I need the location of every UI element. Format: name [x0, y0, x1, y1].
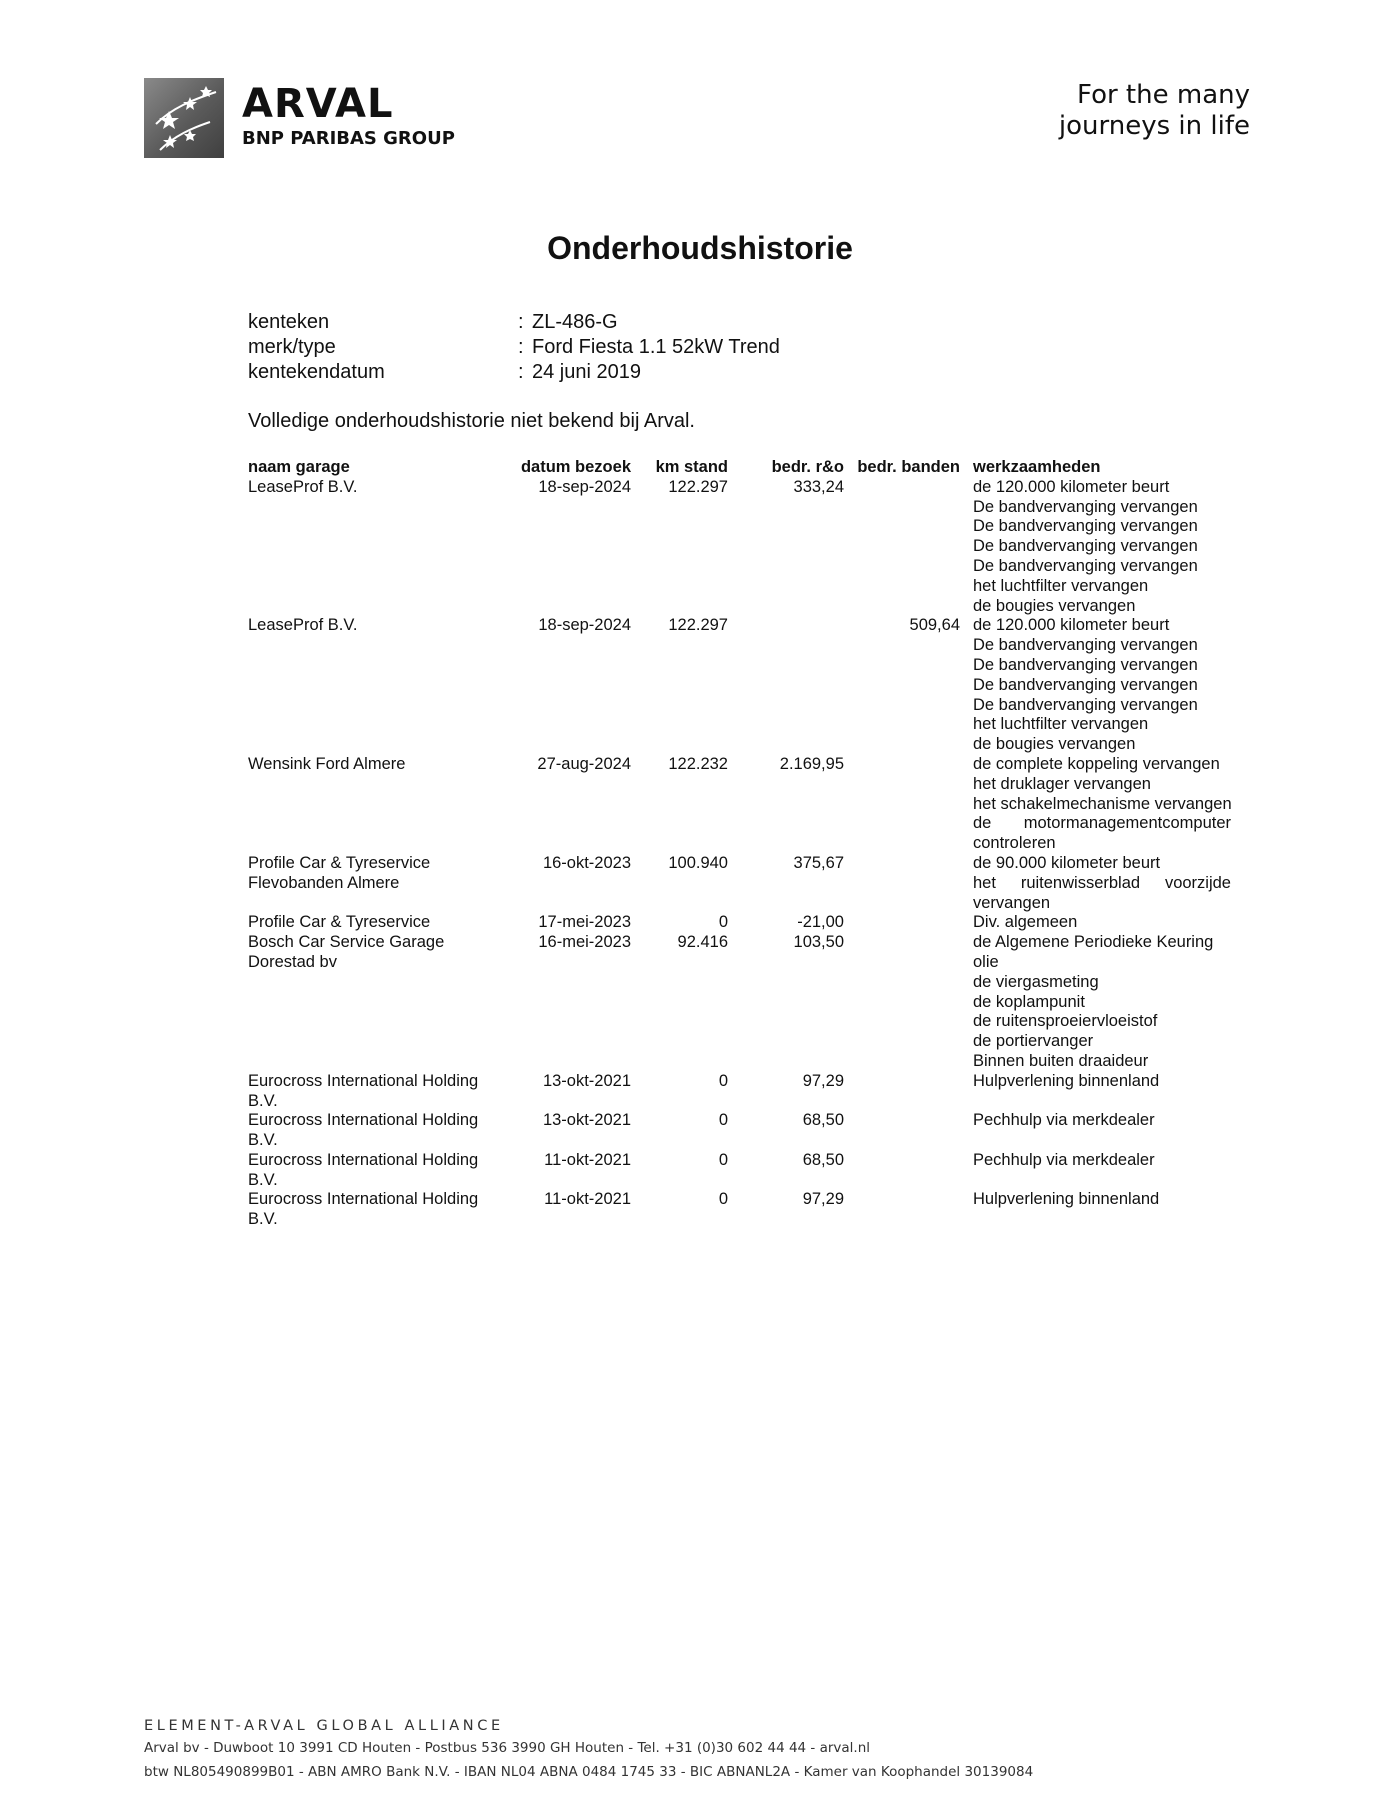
cell-ro: -21,00	[797, 913, 844, 932]
footer	[144, 1716, 1033, 1784]
werk-line: de koplampunit	[973, 992, 1085, 1011]
cell-ro: 375,67	[793, 853, 844, 872]
header-ro: bedr. r&o	[771, 458, 844, 476]
werk-line: Pechhulp via merkdealer	[973, 1111, 1155, 1130]
cell-banden	[844, 1190, 960, 1230]
werk-line: De bandvervanging vervangen	[973, 636, 1198, 655]
werk-line: Pechhulp via merkdealer	[973, 1150, 1155, 1169]
cell-datum: 17-mei-2023	[538, 913, 631, 932]
werk-line: de bougies vervangen	[973, 596, 1136, 615]
werk-line: het schakelmechanisme vervangen	[973, 794, 1232, 813]
cell-km: 0	[718, 1150, 728, 1169]
cell-werkzaamheden	[960, 616, 1245, 755]
cell-garage: Eurocross International Holding B.V.	[248, 1190, 479, 1229]
info-label: merk/type	[248, 336, 336, 358]
cell-km: 0	[718, 1111, 728, 1130]
cell-garage: Wensink Ford Almere	[248, 754, 406, 773]
cell-km: 0	[718, 913, 728, 932]
werk-line: De bandvervanging vervangen	[973, 675, 1198, 694]
werk-line: de bougies vervangen	[973, 735, 1136, 754]
info-value: 24 juni 2019	[532, 361, 641, 383]
header-banden: bedr. banden	[857, 458, 960, 476]
cell-garage: LeaseProf B.V.	[248, 477, 358, 496]
cell-datum: 11-okt-2021	[544, 1150, 631, 1169]
tagline-line-1: For the many	[1077, 80, 1250, 110]
arval-logo	[144, 78, 496, 160]
tagline	[1059, 80, 1250, 142]
werk-line: vervangen	[973, 893, 1051, 912]
werk-line: Hulpverlening binnenland	[973, 1071, 1160, 1090]
cell-ro: 103,50	[793, 933, 844, 952]
cell-werkzaamheden	[960, 913, 1245, 933]
cell-werkzaamheden	[960, 1190, 1245, 1230]
info-row-kentekendatum	[248, 360, 948, 385]
werk-line: het luchtfilter vervangen	[973, 576, 1149, 595]
table-row	[248, 854, 1258, 913]
werk-line: olie	[973, 952, 999, 971]
info-row-kenteken	[248, 310, 948, 335]
werk-line: de 120.000 kilometer beurt	[973, 616, 1170, 635]
werk-line: controleren	[973, 834, 1056, 853]
info-label: kentekendatum	[248, 361, 385, 383]
werk-line: De bandvervanging vervangen	[973, 556, 1198, 575]
cell-garage: Eurocross International Holding B.V.	[248, 1071, 479, 1110]
cell-datum: 16-mei-2023	[538, 933, 631, 952]
werk-line: de 120.000 kilometer beurt	[973, 477, 1170, 496]
cell-banden	[844, 755, 960, 854]
cell-km: 122.232	[668, 754, 728, 773]
cell-km: 122.297	[668, 616, 728, 635]
cell-garage: Eurocross International Holding B.V.	[248, 1111, 479, 1150]
footer-alliance: ELEMENT-ARVAL GLOBAL ALLIANCE	[144, 1718, 504, 1734]
cell-werkzaamheden	[960, 478, 1245, 617]
table-row	[248, 1072, 1258, 1112]
cell-werkzaamheden	[960, 755, 1245, 854]
cell-km: 122.297	[668, 477, 728, 496]
info-row-merk-type	[248, 335, 948, 360]
header-km: km stand	[655, 458, 728, 476]
header-werk: werkzaamheden	[973, 458, 1101, 476]
cell-ro: 333,24	[793, 477, 844, 496]
header-garage: naam garage	[248, 458, 350, 476]
cell-garage: LeaseProf B.V.	[248, 616, 358, 635]
werk-line: Binnen buiten draaideur	[973, 1051, 1149, 1070]
werk-line: de portiervanger	[973, 1032, 1094, 1051]
werk-line: de Algemene Periodieke Keuring	[973, 933, 1214, 952]
cell-datum: 11-okt-2021	[544, 1190, 631, 1209]
table-row	[248, 1111, 1258, 1151]
werk-line: het ruitenwisserblad voorzijde	[973, 873, 1231, 892]
cell-datum: 27-aug-2024	[537, 754, 631, 773]
werk-line: De bandvervanging vervangen	[973, 517, 1198, 536]
brand-group: BNP PARIBAS GROUP	[242, 128, 455, 149]
cell-garage: Profile Car & Tyreservice Flevobanden Almere	[248, 853, 431, 892]
cell-werkzaamheden	[960, 1151, 1245, 1191]
table-row	[248, 1190, 1258, 1230]
cell-ro	[728, 616, 844, 755]
werk-line: de viergasmeting	[973, 972, 1099, 991]
cell-garage: Eurocross International Holding B.V.	[248, 1150, 479, 1189]
info-label: kenteken	[248, 311, 330, 333]
info-value: Ford Fiesta 1.1 52kW Trend	[532, 336, 780, 358]
werk-line: de motormanagementcomputer	[973, 814, 1231, 833]
history-notice: Volledige onderhoudshistorie niet bekend bij Arval.	[248, 410, 695, 432]
table-row	[248, 478, 1258, 617]
vehicle-info	[248, 310, 948, 385]
cell-datum: 18-sep-2024	[538, 477, 631, 496]
werk-line: Hulpverlening binnenland	[973, 1190, 1160, 1209]
cell-werkzaamheden	[960, 933, 1245, 1072]
cell-km: 92.416	[677, 933, 728, 952]
cell-km: 0	[718, 1071, 728, 1090]
werk-line: De bandvervanging vervangen	[973, 655, 1198, 674]
cell-km: 0	[718, 1190, 728, 1209]
info-colon: :	[518, 361, 524, 383]
footer-bank: btw NL805490899B01 - ABN AMRO Bank N.V. - IBAN NL04 ABNA 0484 1745 33 - BIC ABNANL2A - Kamer van Koophandel 30139084	[144, 1764, 1034, 1780]
cell-ro: 68,50	[802, 1111, 844, 1130]
cell-banden: 509,64	[909, 616, 960, 635]
werk-line: het luchtfilter vervangen	[973, 715, 1149, 734]
cell-ro: 97,29	[802, 1071, 844, 1090]
cell-banden	[844, 1072, 960, 1112]
cell-garage: Bosch Car Service Garage Dorestad bv	[248, 933, 445, 971]
table-body	[248, 478, 1258, 1230]
werk-line: de complete koppeling vervangen	[973, 754, 1220, 773]
footer-address: Arval bv - Duwboot 10 3991 CD Houten - Postbus 536 3990 GH Houten - Tel. +31 (0)30 602 44 44 - arval.nl	[144, 1740, 871, 1756]
cell-banden	[844, 478, 960, 617]
table-row	[248, 755, 1258, 854]
cell-km: 100.940	[668, 853, 728, 872]
werk-line: de ruitensproeiervloeistof	[973, 1012, 1158, 1031]
cell-ro: 2.169,95	[779, 754, 844, 773]
info-colon: :	[518, 336, 524, 358]
cell-banden	[844, 1151, 960, 1191]
maintenance-table	[248, 458, 1258, 1230]
table-row	[248, 913, 1258, 933]
werk-line: de 90.000 kilometer beurt	[973, 853, 1161, 872]
werk-line: Div. algemeen	[973, 913, 1078, 932]
table-row	[248, 616, 1258, 755]
table-row	[248, 933, 1258, 1072]
cell-banden	[844, 933, 960, 1072]
bnp-stars-icon	[144, 78, 224, 158]
cell-werkzaamheden	[960, 1072, 1245, 1112]
cell-ro: 97,29	[802, 1190, 844, 1209]
cell-garage: Profile Car & Tyreservice	[248, 913, 431, 932]
brand-name: ARVAL	[242, 81, 394, 127]
cell-datum: 13-okt-2021	[542, 1111, 631, 1130]
tagline-line-2: journeys in life	[1058, 111, 1250, 141]
cell-datum: 13-okt-2021	[542, 1071, 631, 1090]
cell-banden	[844, 1111, 960, 1151]
cell-datum: 18-sep-2024	[538, 616, 631, 635]
info-colon: :	[518, 311, 524, 333]
werk-line: De bandvervanging vervangen	[973, 497, 1198, 516]
werk-line: De bandvervanging vervangen	[973, 537, 1198, 556]
table-row	[248, 1151, 1258, 1191]
cell-datum: 16-okt-2023	[542, 853, 631, 872]
cell-banden	[844, 854, 960, 913]
cell-werkzaamheden	[960, 1111, 1245, 1151]
werk-line: het druklager vervangen	[973, 774, 1151, 793]
werk-line: De bandvervanging vervangen	[973, 695, 1198, 714]
header-datum: datum bezoek	[520, 458, 631, 476]
cell-werkzaamheden	[960, 854, 1245, 913]
page-title: Onderhoudshistorie	[547, 230, 853, 266]
table-header	[248, 458, 1258, 478]
cell-ro: 68,50	[802, 1150, 844, 1169]
info-value: ZL-486-G	[532, 311, 618, 333]
cell-banden	[844, 913, 960, 933]
